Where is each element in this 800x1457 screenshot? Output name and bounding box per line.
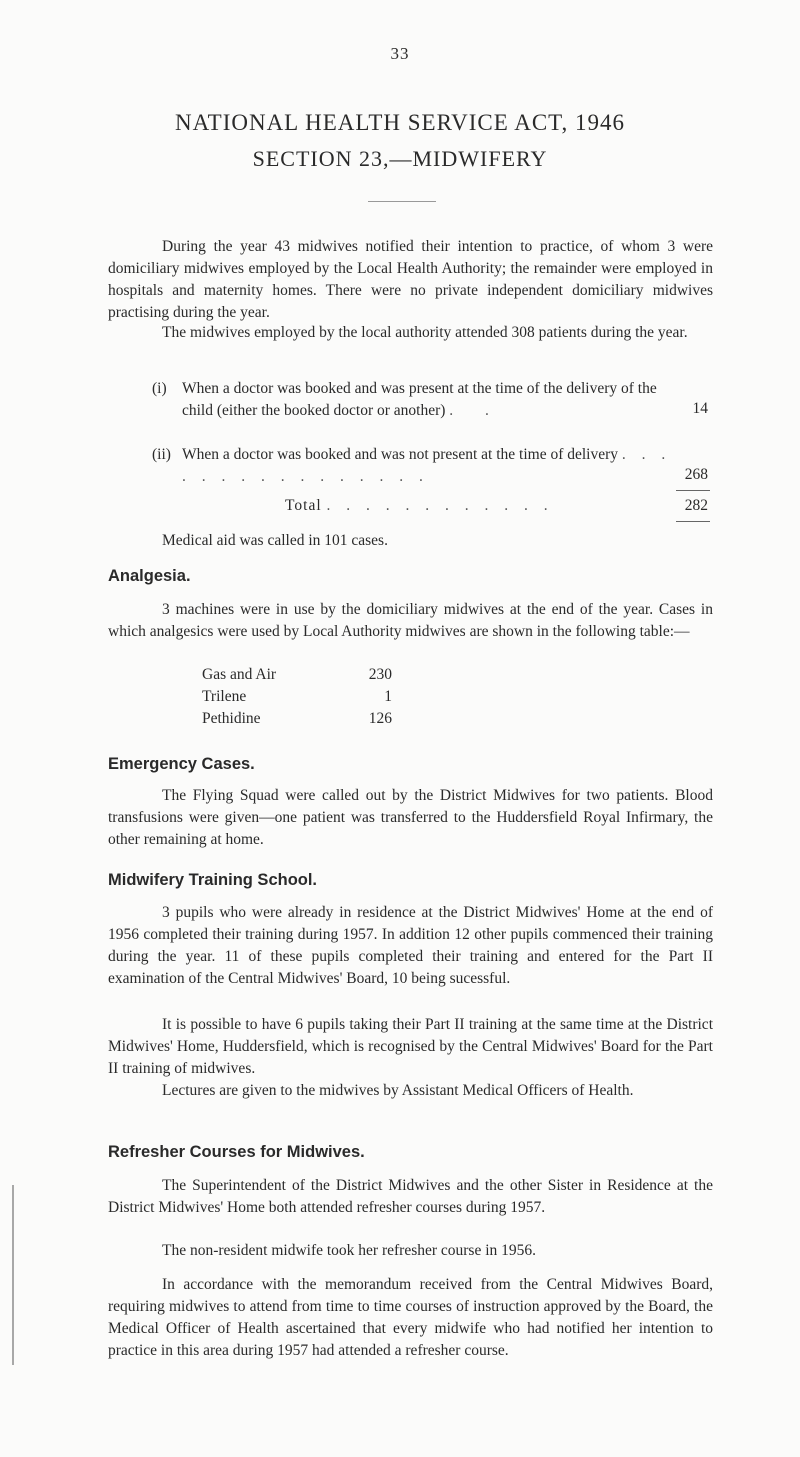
list-item-text: When a doctor was booked and was not present at the time of delivery . . . . . . . . . . . . . . . . bbox=[182, 446, 672, 485]
emergency-heading: Emergency Cases. bbox=[108, 755, 255, 773]
analgesia-text: 3 machines were in use by the domiciliary midwives at the end of the year. Cases in which analgesics were used by Local Authority midwives are shown in the following table:— bbox=[108, 601, 713, 640]
training-heading: Midwifery Training School. bbox=[108, 871, 318, 889]
list-item bbox=[152, 378, 682, 422]
refresher-heading: Refresher Courses for Midwives. bbox=[108, 1143, 365, 1161]
page-number: 33 bbox=[390, 44, 410, 63]
intro-text: During the year 43 midwives notified their intention to practice, of whom 3 were domiciliary midwives employed by the Local Health Authority; the remainder were employed in hospitals and maternity homes. There were no private independent domiciliary midwives practising during the year. bbox=[108, 238, 713, 321]
title-divider bbox=[368, 201, 436, 202]
medical-aid-text: Medical aid was called in 101 cases. bbox=[162, 532, 388, 549]
training-paragraph-2: It is possible to have 6 pupils taking their Part II training at the same time at the District Midwives' Home, Huddersfield, which is recognised by the Central Midwives' Board for the Part II training of midwives. bbox=[108, 1016, 713, 1077]
section-title: SECTION 23,—MIDWIFERY bbox=[252, 146, 548, 171]
list-item-value: 14 bbox=[692, 400, 708, 417]
table-row: Trilene 1 bbox=[202, 688, 392, 705]
total-row: Total . . . . . . . . . . . . bbox=[285, 497, 554, 514]
analgesics-table bbox=[202, 666, 392, 732]
table-row: Gas and Air 230 bbox=[202, 666, 392, 683]
list-item-value: 268 bbox=[684, 466, 708, 483]
refresher-paragraph-3: In accordance with the memorandum received from the Central Midwives Board, requiring midwives to attend from time to time courses of instruction approved by the Board, the Medical Officer of Health ascertained that every midwife who had notified her intention to practice in this area during 1957 had attended a refresher course. bbox=[108, 1276, 713, 1359]
training-paragraph-3: Lectures are given to the midwives by Assistant Medical Officers of Health. bbox=[162, 1082, 634, 1099]
emergency-paragraph bbox=[108, 785, 713, 851]
analgesia-heading: Analgesia. bbox=[108, 567, 191, 585]
list-item-text: When a doctor was booked and was present at the time of the delivery of the child (either the booked doctor or another) . . bbox=[182, 380, 657, 419]
analgesia-paragraph bbox=[108, 599, 713, 643]
total-value: 282 bbox=[684, 497, 708, 514]
emergency-text: The Flying Squad were called out by the District Midwives for two patients. Blood transfusions were given—one patient was transferred to the Huddersfield Royal Infirmary, the other remaining at home. bbox=[108, 787, 713, 848]
attended-text: The midwives employed by the local authority attended 308 patients during the year. bbox=[162, 324, 688, 341]
intro-paragraph bbox=[108, 236, 713, 324]
binding-edge-mark bbox=[12, 1185, 14, 1365]
attended-paragraph bbox=[108, 322, 713, 344]
list-item-number: (i) bbox=[152, 380, 167, 397]
refresher-paragraph-2: The non-resident midwife took her refresher course in 1956. bbox=[162, 1242, 537, 1259]
page-title: NATIONAL HEALTH SERVICE ACT, 1946 bbox=[174, 110, 626, 135]
list-item bbox=[152, 444, 682, 488]
sum-rule bbox=[676, 490, 710, 491]
list-item-number: (ii) bbox=[152, 446, 171, 463]
table-row: Pethidine 126 bbox=[202, 710, 392, 727]
refresher-paragraph-1: The Superintendent of the District Midwives and the other Sister in Residence at the District Midwives' Home both attended refresher courses during 1957. bbox=[108, 1177, 713, 1216]
sum-rule bbox=[676, 521, 710, 522]
training-paragraph-1: 3 pupils who were already in residence at the District Midwives' Home at the end of 1956 completed their training during 1957. In addition 12 other pupils commenced their training during the year. 11 of these pupils completed their training and entered for the Part II examination of the Central Midwives' Board, 10 being sucessful. bbox=[108, 904, 713, 987]
medical-aid-paragraph bbox=[108, 530, 713, 552]
